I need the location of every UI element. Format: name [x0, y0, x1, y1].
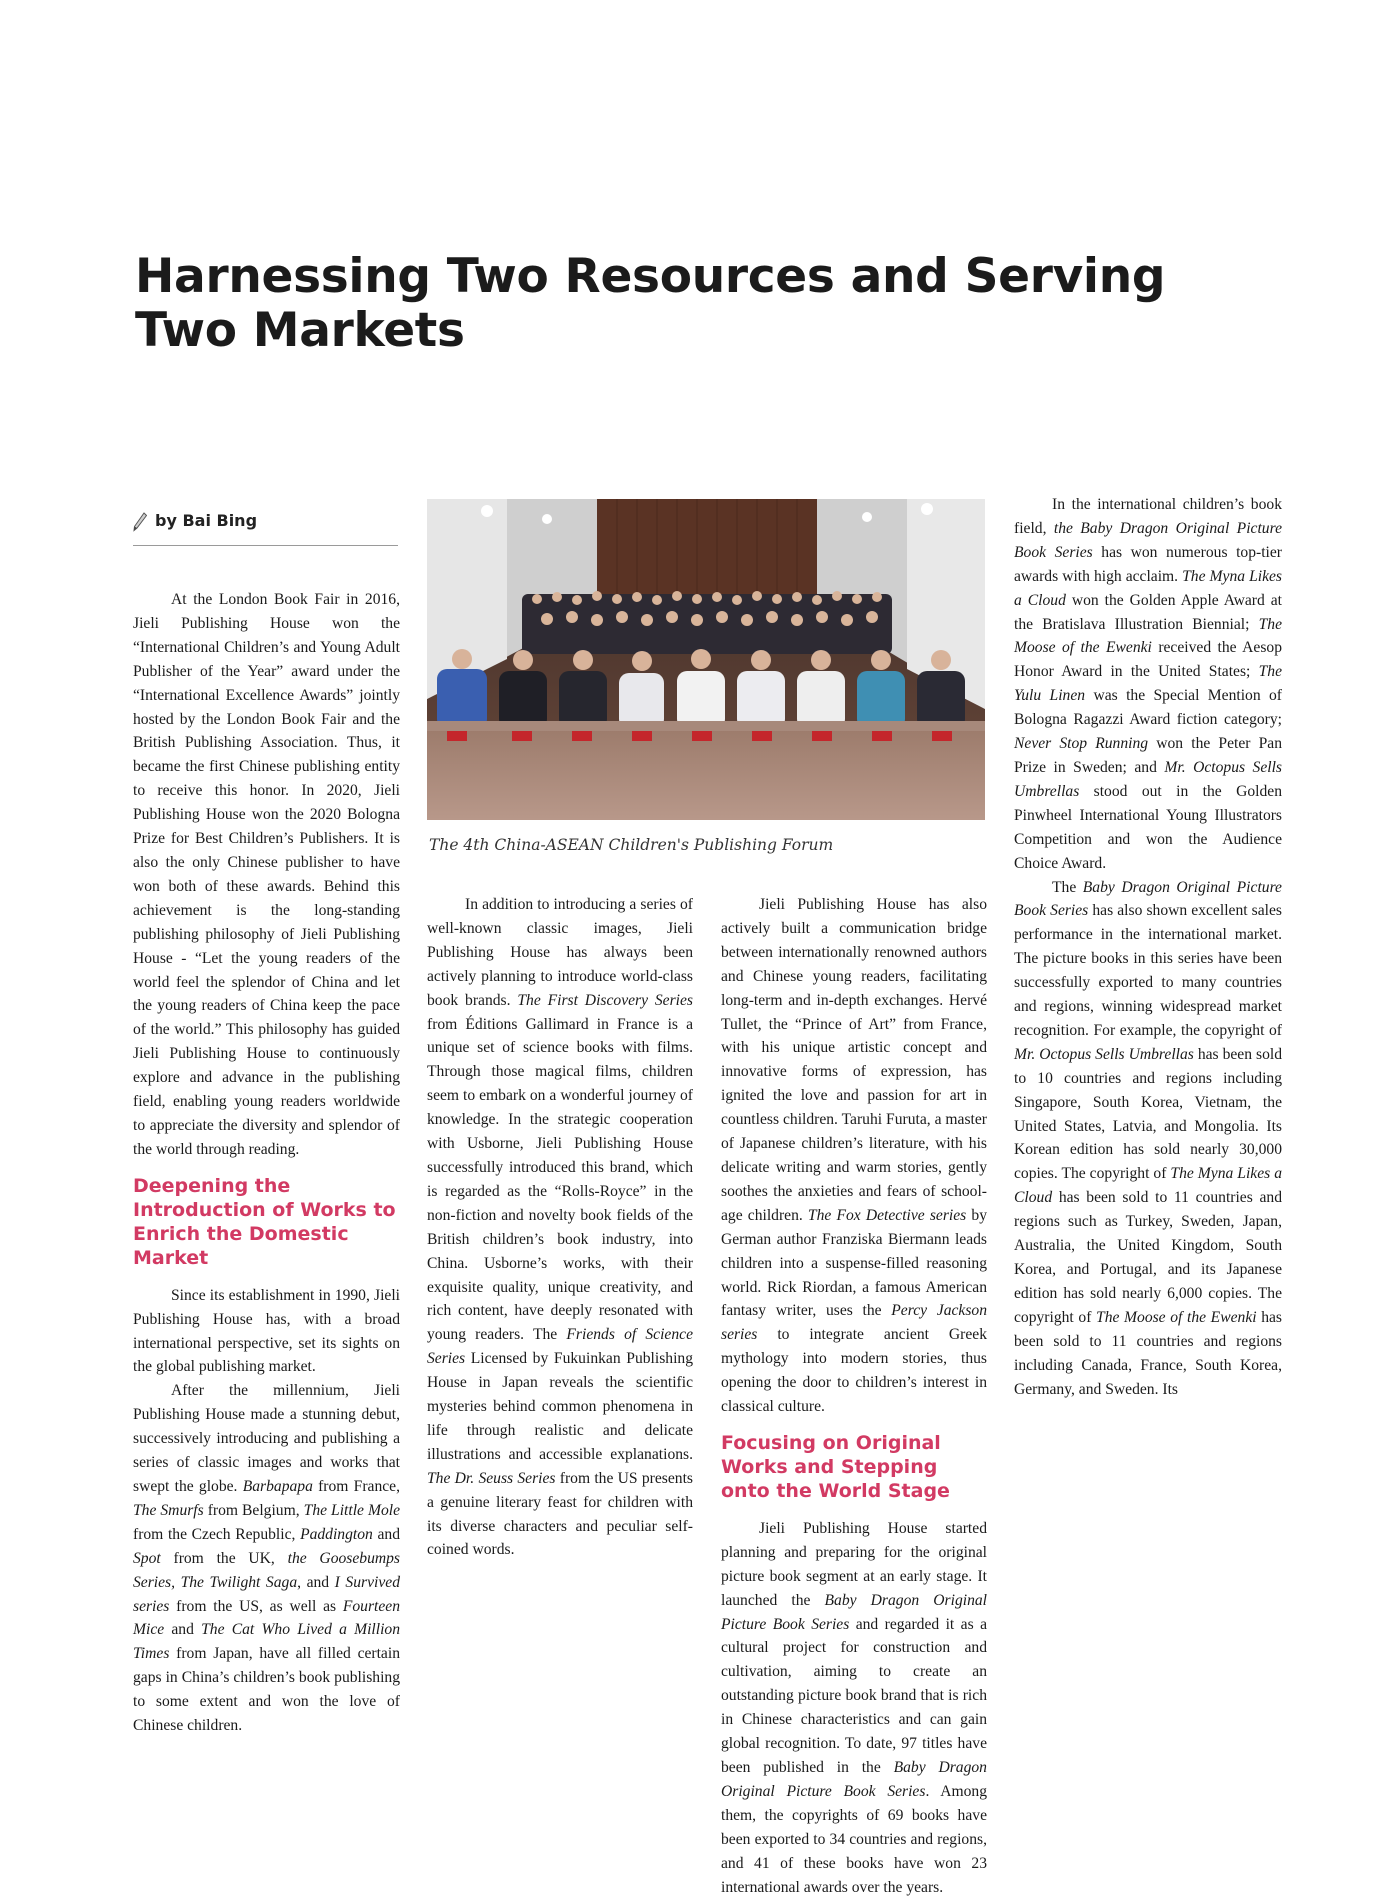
text-run: has won numerous top-tier awards with high acclaim. [1014, 543, 1282, 585]
text-run: In addition to introducing a series of well-known classic images, Jieli Publishing House has always been actively planning to introduce world-class book brands. [427, 896, 693, 1009]
text-run: Jieli Publishing House has also actively built a communication bridge between internationally renowned authors and Chinese young readers, facilitating long-term and in-depth exchanges. Hervé Tullet, the “Prince of Art” from France, with his unique artistic concept and innovative forms of expression, has ignited the love and passion for art in countless children. Taruhi Furuta, a master of Japanese children’s literature, with his delicate writing and warm stories, gently soothes the anxieties and fears of school-age children. [721, 896, 987, 1224]
book-title: Barbapapa [242, 1478, 313, 1495]
text-run: from Éditions Gallimard in France is a unique set of science books with films. Through those magical films, children seem to embark on a wonderful journey of knowledge. In the strategic cooperation with Usborne, Jieli Publishing House successfully introduced this brand, which is regarded as the “Rolls-Royce” in the non-fiction and novelty book fields of the British children’s book industry, into China. Usborne’s works, with their exquisite quality, unique creativity, and rich content, have deeply resonated with young readers. The [427, 1015, 693, 1344]
text-run: has been sold to 11 countries and regions such as Turkey, Sweden, Japan, Australia, the United Kingdom, South Korea, and Portugal, and its Japanese edition has sold nearly 6,000 copies. The copyright of [1014, 1189, 1282, 1326]
column-4 [1014, 493, 1282, 1401]
paragraph-establishment: Since its establishment in 1990, Jieli Publishing House has, with a broad international perspective, set its sights on the global publishing market. [133, 1286, 400, 1376]
text-run: Licensed by Fukuinkan Publishing House in Japan reveals the scientific mysteries behind common phenomena in life through realistic and delicate illustrations and accessible explanations. [427, 1350, 693, 1463]
forum-photo [427, 499, 985, 820]
text-run: received the Aesop Honor Award in the United States; [1014, 639, 1282, 681]
byline [133, 509, 398, 546]
book-title: Baby Dragon Original Picture Book Series [721, 1759, 987, 1800]
text-run: and [372, 1525, 400, 1543]
text-run: won the Peter Pan Prize in Sweden; and [1014, 735, 1282, 776]
book-title: The Myna Likes a Cloud [1014, 567, 1282, 609]
paragraph-original-segment [721, 1517, 987, 1899]
paragraph-authors-bridge [721, 893, 987, 1419]
article-title: Harnessing Two Resources and Serving Two Markets [135, 249, 1166, 358]
text-run: from France, [312, 1478, 400, 1495]
text-run: and [164, 1621, 202, 1639]
book-title: The Fox Detective series [807, 1206, 967, 1224]
book-title: The Moose of the Ewenki [1096, 1308, 1257, 1326]
text-run: from the UK, [160, 1549, 288, 1567]
text-run: Jieli Publishing House started planning and preparing for the original picture book segment at an early stage. It launched the [721, 1519, 987, 1609]
paragraph-awards [1014, 493, 1282, 876]
text-run: by German author Franziska Biermann leads children into a suspense-filled reasoning world. Rick Riordan, a famous American fantasy writer, uses the [721, 1206, 987, 1320]
paragraph-intro: At the London Book Fair in 2016, Jieli Publishing House won the “International Children’s and Young Adult Publisher of the Year” award under the “International Excellence Awards” jointly hosted by the London Book Fair and the British Publishing Association. Thus, it became the first Chinese publishing entity to receive this honor. In 2020, Jieli Publishing House won the 2020 Bologna Prize for Best Children’s Publishers. It is also the only Chinese publisher to have won both of these awards. Behind this achievement is the long-standing publishing philosophy of Jieli Publishing House - “Let the young readers of the world feel the splendor of China and let the young readers of China keep the pace of the world.” This philosophy has guided Jieli Publishing House to continuously explore and advance in the publishing field, enabling young readers worldwide to appreciate the diversity and splendor of the world through reading. [133, 591, 400, 1158]
book-title: The Dr. Seuss Series [427, 1469, 556, 1487]
section-heading-1: Deepening the Introduction of Works to Enrich the Domestic Market [133, 1174, 396, 1269]
paragraph-sales [1014, 876, 1282, 1402]
book-title: the Goosebumps Series, The Twilight Saga [133, 1549, 400, 1591]
book-title: Spot [133, 1549, 161, 1567]
text-run: stood out in the Golden Pinwheel International Young Illustrators Competition and won the Audience Choice Award. [1014, 782, 1282, 872]
book-title: Baby Dragon Original Picture Book Series [1014, 878, 1282, 920]
text-run: has been sold to 11 countries and regions including Canada, France, South Korea, Germany, and Sweden. Its [1014, 1308, 1282, 1398]
book-title: the Baby Dragon Original Picture Book Series [1014, 519, 1282, 561]
paragraph-world-class-brands [427, 893, 693, 1562]
book-title: The Moose of the Ewenki [1014, 615, 1282, 657]
book-title: The Myna Likes a Cloud [1014, 1165, 1282, 1207]
book-title: The Smurfs [133, 1501, 204, 1519]
book-title: Fourteen Mice [133, 1597, 400, 1639]
book-title: I Survived series [133, 1573, 400, 1615]
book-title: The Cat Who Lived a Million Times [133, 1621, 401, 1663]
text-run: has been sold to 10 countries and regions including Singapore, South Korea, Vietnam, the United States, Latvia, and Mongolia. Its Korean edition has sold nearly 30,000 copies. The copyright of [1014, 1045, 1282, 1183]
book-title: Mr. Octopus Sells Umbrellas [1014, 1045, 1194, 1063]
photo-caption: The 4th China-ASEAN Children's Publishing Forum [429, 836, 834, 854]
column-2 [427, 893, 693, 1562]
text-run: from Japan, have all filled certain gaps in China’s children’s book publishing to some extent and won the love of Chinese children. [133, 1645, 400, 1735]
column-3 [721, 893, 987, 1899]
column-1 [133, 588, 400, 1738]
book-title: Baby Dragon Original Picture Book Series [721, 1591, 987, 1633]
text-run: from the US presents a genuine literary feast for children with its diverse characters and peculiar self-coined words. [427, 1469, 693, 1559]
text-run: has also shown excellent sales performance in the international market. The picture books in this series have been successfully exported to many countries and regions, winning widespread market recognition. For example, the copyright of [1014, 902, 1282, 1039]
pencil-icon [133, 512, 147, 532]
text-run: , and [297, 1573, 335, 1591]
text-run: . Among them, the copyrights of 69 books have been exported to 34 countries and regions, and 41 of these books have won 23 international awards over the years. [721, 1782, 988, 1896]
book-title: Paddington [300, 1525, 373, 1543]
book-title: Mr. Octopus Sells Umbrellas [1014, 758, 1282, 800]
text-run: from the US, as well as [169, 1597, 343, 1615]
book-title: The Yulu Linen [1014, 663, 1282, 705]
text-run: to integrate ancient Greek mythology into modern stories, thus opening the door to children’s interest in classical culture. [721, 1326, 987, 1416]
forum-photo-illustration [427, 499, 985, 820]
book-title: Percy Jackson series [721, 1302, 987, 1344]
text-run: The [1052, 878, 1083, 896]
section-heading-2: Focusing on Original Works and Stepping onto the World Stage [721, 1431, 950, 1502]
book-title: The First Discovery Series [517, 991, 693, 1009]
text-run: from the Czech Republic, [133, 1525, 301, 1543]
book-title: Never Stop Running [1014, 735, 1149, 753]
text-run: and regarded it as a cultural project for construction and cultivation, aiming to create an outstanding picture book brand that is rich in Chinese characteristics and can gain global recognition. To date, 97 titles have been published in the [721, 1615, 987, 1776]
text-run: was the Special Mention of Bologna Ragazzi Award fiction category; [1014, 687, 1282, 729]
text-run: won the Golden Apple Award at the Bratislava Illustration Biennial; [1014, 591, 1282, 633]
text-run: After the millennium, Jieli Publishing House made a stunning debut, successively introducing and publishing a series of classic images and works that swept the globe. [133, 1382, 400, 1495]
text-run: In the international children’s book field, [1014, 496, 1282, 537]
text-run: from Belgium, [203, 1501, 304, 1519]
book-title: The Little Mole [303, 1501, 400, 1519]
paragraph-millennium [133, 1379, 400, 1738]
byline-author: by Bai Bing [155, 511, 258, 530]
book-title: Friends of Science Series [427, 1326, 693, 1368]
